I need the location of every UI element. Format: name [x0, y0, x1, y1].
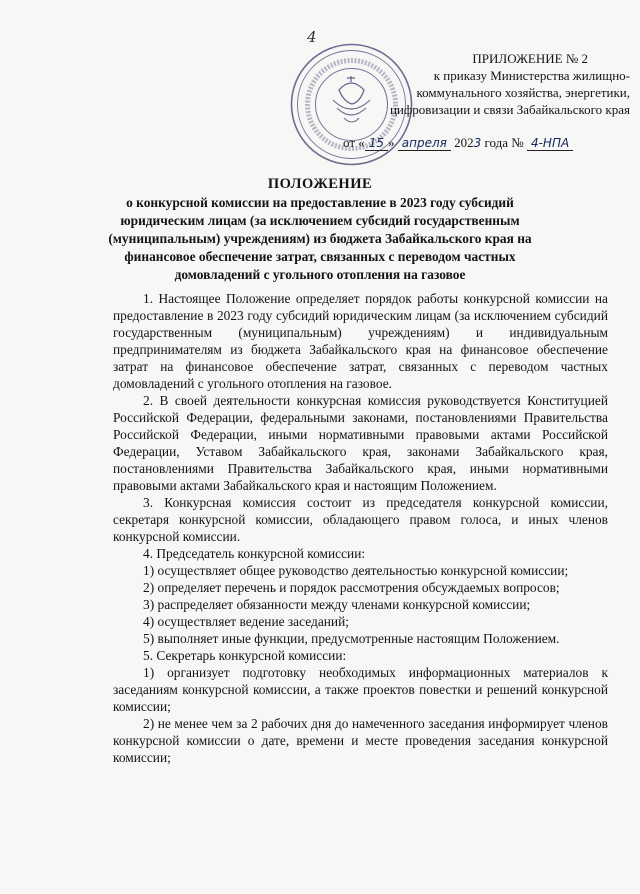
title-line: (муниципальным) учреждениям) из бюджета Забайкальского края на: [108, 231, 532, 246]
appendix-label: ПРИЛОЖЕНИЕ № 2: [472, 51, 588, 66]
title-line: финансовое обеспечение затрат, связанных с переводом частных: [124, 249, 516, 264]
paragraph: 2) не менее чем за 2 рабочих дня до намеченного заседания информирует членов конкурсной комиссии о дате, времени и месте проведения заседания конкурсной комиссии;: [113, 716, 608, 765]
paragraph: 2. В своей деятельности конкурсная комиссия руководствуется Конституцией Российской Федерации, федеральными законами, постановлениями Правительства Российской Федерации, иными нормативными правовыми актами Российской Федерации, Уставом Забайкальского края, законами Забайкальского края, постановлениями Правительства Забайкальского края, иными нормативными правовыми актами Забайкальского края и настоящим Положением.: [113, 393, 608, 493]
paragraph: 3) распределяет обязанности между членами конкурсной комиссии;: [143, 597, 531, 612]
order-year-suffix: года №: [484, 135, 524, 150]
paragraph: 5) выполняет иные функции, предусмотренные настоящим Положением.: [143, 631, 560, 646]
header-line: цифровизации и связи Забайкальского края: [389, 102, 630, 117]
order-year-digit: 3: [473, 136, 482, 150]
page-number: 4: [307, 28, 317, 46]
order-number: 4-НПА: [527, 136, 573, 151]
paragraph: 3. Конкурсная комиссия состоит из председателя конкурсной комиссии, секретаря конкурсной комиссии, обладающего правом голоса, и иных членов конкурсной комиссии.: [113, 495, 608, 544]
paragraph: 1. Настоящее Положение определяет порядок работы конкурсной комиссии на предоставление в 2023 году субсидий юридическим лицам (за исключением субсидий государственным (муниципальным) учреждениям) и индивидуальным предпринимателям из бюджета Забайкальского края на финансовое обеспечение затрат на финансовое обеспечение затрат, связанных с переводом частных домовладений с угольного отопления на газовое.: [113, 291, 608, 391]
paragraph: 4) осуществляет ведение заседаний;: [143, 614, 349, 629]
title-line: домовладений с угольного отопления на газовое: [174, 267, 466, 282]
order-day-suffix: »: [388, 135, 395, 150]
order-prefix: от «: [343, 135, 365, 150]
paragraph: 1) осуществляет общее руководство деятельностью конкурсной комиссии;: [143, 563, 569, 578]
order-day: 15: [365, 136, 388, 151]
title-line: юридическим лицам (за исключением субсидий государственным: [120, 213, 520, 228]
title-line: о конкурсной комиссии на предоставление в 2023 году субсидий: [126, 195, 514, 210]
document-body: [113, 290, 608, 766]
title-main: ПОЛОЖЕНИЕ: [267, 176, 373, 192]
header-line: коммунального хозяйства, энергетики,: [416, 85, 630, 100]
paragraph: 1) организует подготовку необходимых информационных материалов к заседаниям конкурсной комиссии, а также проектов повестки и решений конкурсной комиссии;: [113, 665, 608, 714]
document-title: [90, 175, 550, 284]
order-date-line: [343, 135, 613, 151]
paragraph: 4. Председатель конкурсной комиссии:: [143, 546, 366, 561]
order-month: апреля: [398, 136, 451, 151]
paragraph: 2) определяет перечень и порядок рассмотрения обсуждаемых вопросов;: [143, 580, 560, 595]
order-year-prefix: 202: [454, 135, 474, 150]
paragraph: 5. Секретарь конкурсной комиссии:: [143, 648, 347, 663]
header-line: к приказу Министерства жилищно-: [433, 68, 630, 83]
header-block: [380, 50, 630, 118]
